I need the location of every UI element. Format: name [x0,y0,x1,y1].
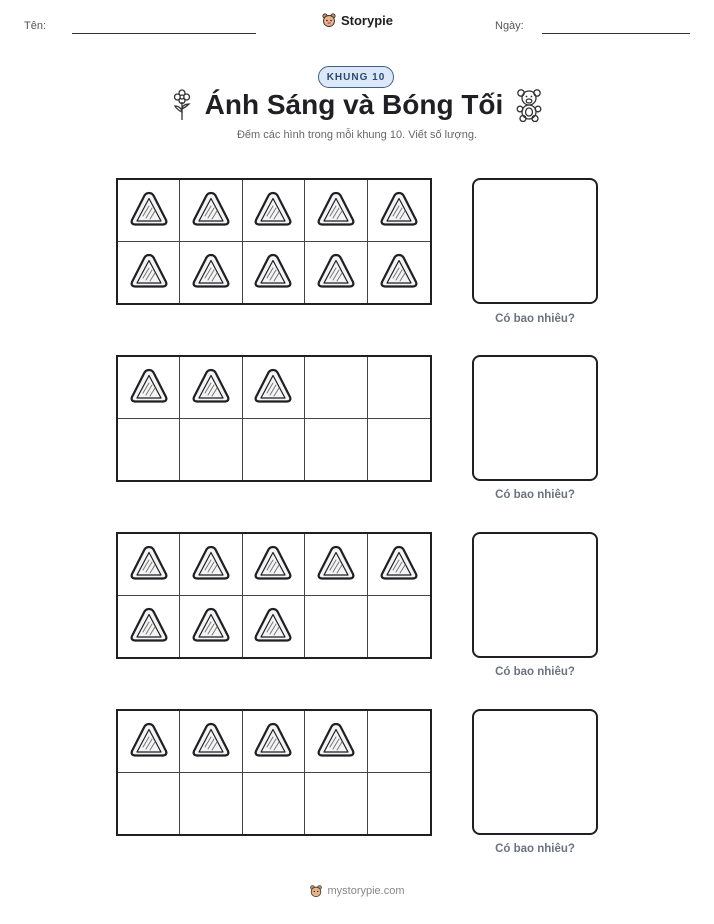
brand-logo [0,12,714,28]
frame-cell [305,773,367,835]
frame-cell [118,180,180,242]
frame-cell [368,180,430,242]
triangle-sign-icon [252,189,294,231]
triangle-sign-icon [128,720,170,762]
triangle-sign-icon [378,251,420,293]
footer [0,884,714,898]
frame-cell [368,357,430,419]
triangle-sign-icon [252,720,294,762]
answer-box-4[interactable] [472,709,598,835]
triangle-sign-icon [315,251,357,293]
frame-cell [243,419,305,481]
frame-cell [118,419,180,481]
frame-cell [368,534,430,596]
frame-cell [368,773,430,835]
answer-label-1: Có bao nhiêu? [495,313,575,325]
date-label: Ngày: [495,20,524,32]
triangle-sign-icon [128,189,170,231]
ten-frame-4 [116,709,432,836]
page-title: Ánh Sáng và Bóng Tối [204,89,504,120]
storypie-mascot-icon [309,884,323,898]
frame-cell [368,419,430,481]
frame-cell [243,534,305,596]
frame-cell [118,773,180,835]
frame-cell [305,596,367,658]
frame-cell [305,180,367,242]
frame-cell [180,357,242,419]
triangle-sign-icon [315,543,357,585]
name-line[interactable] [72,33,256,34]
triangle-sign-icon [315,189,357,231]
triangle-sign-icon [378,189,420,231]
ten-frame-2 [116,355,432,482]
frame-cell [118,596,180,658]
answer-box-2[interactable] [472,355,598,481]
triangle-sign-icon [128,251,170,293]
frame-cell [180,180,242,242]
frame-cell [243,242,305,304]
triangle-sign-icon [190,605,232,647]
answer-box-3[interactable] [472,532,598,658]
ten-frame-3 [116,532,432,659]
triangle-sign-icon [190,366,232,408]
instructions: Đếm các hình trong mỗi khung 10. Viết số lượng. [236,129,477,141]
date-line[interactable] [542,33,690,34]
frame-cell [368,242,430,304]
frame-cell [180,773,242,835]
frame-cell [305,419,367,481]
frame-cell [118,534,180,596]
answer-label-3: Có bao nhiêu? [495,666,575,678]
frame-cell [243,357,305,419]
answer-label-2: Có bao nhiêu? [495,489,575,501]
triangle-sign-icon [252,605,294,647]
frame-cell [118,357,180,419]
frame-cell [368,596,430,658]
footer-url[interactable]: mystorypie.com [327,885,405,897]
triangle-sign-icon [190,189,232,231]
storypie-mascot-icon [321,12,337,28]
frame-cell [243,711,305,773]
frame-cell [180,711,242,773]
frame-cell [180,242,242,304]
triangle-sign-icon [190,720,232,762]
frame-cell [305,242,367,304]
frame-cell [243,180,305,242]
frame-cell [243,773,305,835]
triangle-sign-icon [128,605,170,647]
triangle-sign-icon [252,543,294,585]
worksheet-badge: KHUNG 10 [318,66,394,88]
name-label: Tên: [24,20,47,32]
frame-cell [180,419,242,481]
flower-icon [171,88,193,122]
triangle-sign-icon [252,366,294,408]
frame-cell [180,534,242,596]
frame-cell [118,242,180,304]
teddy-bear-icon [515,88,543,122]
frame-cell [305,357,367,419]
answer-box-1[interactable] [472,178,598,304]
ten-frame-1 [116,178,432,305]
frame-cell [305,534,367,596]
frame-cell [118,711,180,773]
frame-cell [180,596,242,658]
title-row [0,88,714,122]
answer-label-4: Có bao nhiêu? [495,843,575,855]
triangle-sign-icon [252,251,294,293]
frame-cell [368,711,430,773]
triangle-sign-icon [190,543,232,585]
frame-cell [243,596,305,658]
frame-cell [305,711,367,773]
triangle-sign-icon [190,251,232,293]
triangle-sign-icon [378,543,420,585]
brand-name: Storypie [340,12,393,28]
triangle-sign-icon [128,366,170,408]
triangle-sign-icon [315,720,357,762]
triangle-sign-icon [128,543,170,585]
